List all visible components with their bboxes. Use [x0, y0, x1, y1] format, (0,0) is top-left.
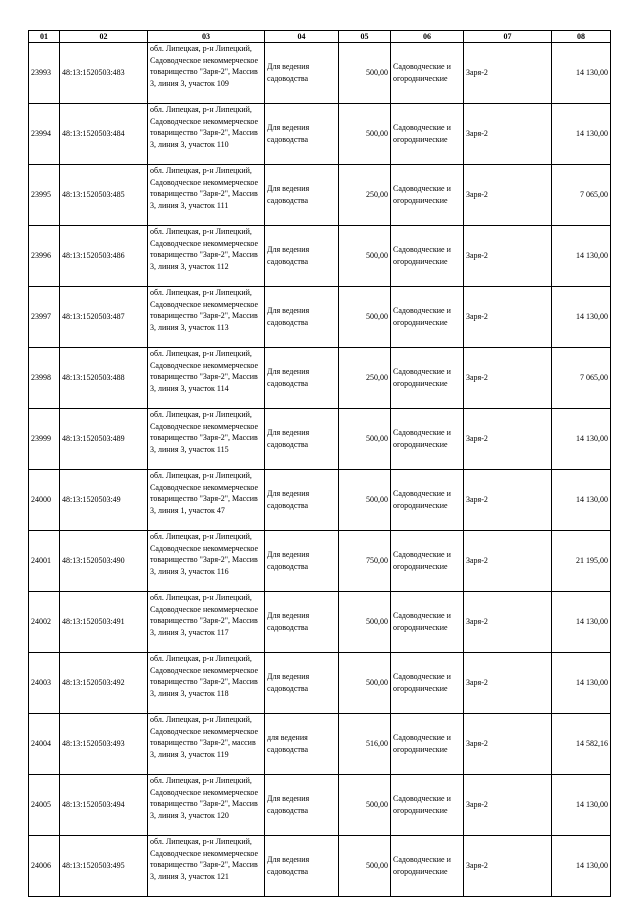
value-cell: 14 130,00: [552, 226, 611, 287]
land-plots-table: [28, 30, 611, 897]
name-cell: Заря-2: [464, 104, 552, 165]
table-row: [29, 531, 611, 592]
table-row: [29, 409, 611, 470]
area-cell: 500,00: [339, 104, 391, 165]
cadastral-number-cell: 48:13:1520503:487: [60, 287, 148, 348]
category-cell: Садоводческие и огороднические: [391, 714, 464, 775]
address-text: обл. Липецкая, р-н Липецкий, Садоводческое некоммерческое товарищество "Заря-2", массив 3, линия 3, участок 119: [150, 715, 259, 759]
category-cell: Садоводческие и огороднические: [391, 104, 464, 165]
category-cell: Садоводческие и огороднические: [391, 775, 464, 836]
cadastral-number-cell: 48:13:1520503:485: [60, 165, 148, 226]
address-cell: [148, 836, 265, 897]
address-text: обл. Липецкая, р-н Липецкий, Садоводческое некоммерческое товарищество "Заря-2", Массив 3, линия 3, участок 116: [150, 532, 259, 576]
area-cell: 500,00: [339, 836, 391, 897]
name-cell: Заря-2: [464, 775, 552, 836]
permitted-use-cell: Для ведения садоводства: [265, 409, 339, 470]
table-row: [29, 653, 611, 714]
area-cell: 500,00: [339, 287, 391, 348]
name-cell: Заря-2: [464, 409, 552, 470]
address-text: обл. Липецкая, р-н Липецкий, Садоводческое некоммерческое товарищество "Заря-2", Массив 3, линия 3, участок 118: [150, 654, 259, 698]
cadastral-number-cell: 48:13:1520503:49: [60, 470, 148, 531]
category-cell: Садоводческие и огороднические: [391, 836, 464, 897]
column-header: 01: [29, 31, 60, 43]
area-cell: 516,00: [339, 714, 391, 775]
cadastral-number-cell: 48:13:1520503:493: [60, 714, 148, 775]
permitted-use-cell: для ведения садоводства: [265, 714, 339, 775]
name-cell: Заря-2: [464, 836, 552, 897]
value-cell: 7 065,00: [552, 165, 611, 226]
row-number-cell: 23998: [29, 348, 60, 409]
table-row: [29, 470, 611, 531]
header-row: [29, 31, 611, 43]
address-cell: [148, 592, 265, 653]
table-row: [29, 348, 611, 409]
address-cell: [148, 531, 265, 592]
row-number-cell: 23995: [29, 165, 60, 226]
row-number-cell: 23994: [29, 104, 60, 165]
cadastral-number-cell: 48:13:1520503:489: [60, 409, 148, 470]
permitted-use-cell: Для ведения садоводства: [265, 531, 339, 592]
table-row: [29, 287, 611, 348]
address-cell: [148, 653, 265, 714]
area-cell: 750,00: [339, 531, 391, 592]
row-number-cell: 24002: [29, 592, 60, 653]
cadastral-number-cell: 48:13:1520503:492: [60, 653, 148, 714]
name-cell: Заря-2: [464, 226, 552, 287]
category-cell: Садоводческие и огороднические: [391, 470, 464, 531]
permitted-use-cell: Для ведения садоводства: [265, 43, 339, 104]
row-number-cell: 23996: [29, 226, 60, 287]
name-cell: Заря-2: [464, 165, 552, 226]
value-cell: 14 130,00: [552, 43, 611, 104]
address-text: обл. Липецкая, р-н Липецкий, Садоводческое некоммерческое товарищество "Заря-2", Массив 3, линия 3, участок 110: [150, 105, 259, 149]
permitted-use-cell: Для ведения садоводства: [265, 653, 339, 714]
cadastral-number-cell: 48:13:1520503:488: [60, 348, 148, 409]
name-cell: Заря-2: [464, 653, 552, 714]
cadastral-number-cell: 48:13:1520503:494: [60, 775, 148, 836]
column-header: 06: [391, 31, 464, 43]
area-cell: 500,00: [339, 653, 391, 714]
permitted-use-cell: Для ведения садоводства: [265, 165, 339, 226]
row-number-cell: 24000: [29, 470, 60, 531]
address-text: обл. Липецкая, р-н Липецкий, Садоводческое некоммерческое товарищество "Заря-2", Массив 3, линия 3, участок 111: [150, 166, 259, 210]
value-cell: 14 130,00: [552, 653, 611, 714]
row-number-cell: 24005: [29, 775, 60, 836]
address-cell: [148, 165, 265, 226]
permitted-use-cell: Для ведения садоводства: [265, 226, 339, 287]
permitted-use-cell: Для ведения садоводства: [265, 592, 339, 653]
registry-sheet: [28, 30, 610, 897]
name-cell: Заря-2: [464, 43, 552, 104]
address-text: обл. Липецкая, р-н Липецкий, Садоводческое некоммерческое товарищество "Заря-2", Массив 3, линия 1, участок 47: [150, 471, 259, 515]
name-cell: Заря-2: [464, 592, 552, 653]
table-row: [29, 836, 611, 897]
value-cell: 14 582,16: [552, 714, 611, 775]
row-number-cell: 23997: [29, 287, 60, 348]
value-cell: 14 130,00: [552, 592, 611, 653]
address-text: обл. Липецкая, р-н Липецкий, Садоводческое некоммерческое товарищество "Заря-2", Массив 3, линия 3, участок 120: [150, 776, 259, 820]
permitted-use-cell: Для ведения садоводства: [265, 836, 339, 897]
address-cell: [148, 287, 265, 348]
address-cell: [148, 43, 265, 104]
row-number-cell: 24001: [29, 531, 60, 592]
column-header: 07: [464, 31, 552, 43]
category-cell: Садоводческие и огороднические: [391, 653, 464, 714]
category-cell: Садоводческие и огороднические: [391, 287, 464, 348]
table-row: [29, 592, 611, 653]
category-cell: Садоводческие и огороднические: [391, 409, 464, 470]
area-cell: 500,00: [339, 470, 391, 531]
address-text: обл. Липецкая, р-н Липецкий, Садоводческое некоммерческое товарищество "Заря-2", Массив 3, линия 3, участок 121: [150, 837, 259, 881]
table-row: [29, 775, 611, 836]
permitted-use-cell: Для ведения садоводства: [265, 470, 339, 531]
cadastral-number-cell: 48:13:1520503:495: [60, 836, 148, 897]
address-text: обл. Липецкая, р-н Липецкий, Садоводческое некоммерческое товарищество "Заря-2", Массив 3, линия 3, участок 115: [150, 410, 259, 454]
cadastral-number-cell: 48:13:1520503:483: [60, 43, 148, 104]
permitted-use-cell: Для ведения садоводства: [265, 775, 339, 836]
column-header: 03: [148, 31, 265, 43]
row-number-cell: 24003: [29, 653, 60, 714]
value-cell: 21 195,00: [552, 531, 611, 592]
area-cell: 250,00: [339, 348, 391, 409]
row-number-cell: 23999: [29, 409, 60, 470]
address-cell: [148, 470, 265, 531]
address-cell: [148, 409, 265, 470]
address-text: обл. Липецкая, р-н Липецкий, Садоводческое некоммерческое товарищество "Заря-2", Массив 3, линия 3, участок 112: [150, 227, 259, 271]
address-cell: [148, 775, 265, 836]
table-row: [29, 165, 611, 226]
area-cell: 500,00: [339, 592, 391, 653]
address-text: обл. Липецкая, р-н Липецкий, Садоводческое некоммерческое товарищество "Заря-2", Массив 3, линия 3, участок 113: [150, 288, 259, 332]
value-cell: 14 130,00: [552, 836, 611, 897]
address-text: обл. Липецкая, р-н Липецкий, Садоводческое некоммерческое товарищество "Заря-2", Массив 3, линия 3, участок 109: [150, 44, 259, 88]
row-number-cell: 23993: [29, 43, 60, 104]
address-cell: [148, 226, 265, 287]
value-cell: 14 130,00: [552, 287, 611, 348]
value-cell: 14 130,00: [552, 409, 611, 470]
value-cell: 14 130,00: [552, 104, 611, 165]
cadastral-number-cell: 48:13:1520503:484: [60, 104, 148, 165]
column-header: 04: [265, 31, 339, 43]
name-cell: Заря-2: [464, 531, 552, 592]
area-cell: 500,00: [339, 775, 391, 836]
address-cell: [148, 348, 265, 409]
row-number-cell: 24004: [29, 714, 60, 775]
category-cell: Садоводческие и огороднические: [391, 592, 464, 653]
address-text: обл. Липецкая, р-н Липецкий, Садоводческое некоммерческое товарищество "Заря-2", Массив 3, линия 3, участок 114: [150, 349, 259, 393]
column-header: 05: [339, 31, 391, 43]
value-cell: 14 130,00: [552, 775, 611, 836]
area-cell: 250,00: [339, 165, 391, 226]
area-cell: 500,00: [339, 226, 391, 287]
category-cell: Садоводческие и огороднические: [391, 43, 464, 104]
value-cell: 14 130,00: [552, 470, 611, 531]
column-header: 08: [552, 31, 611, 43]
cadastral-number-cell: 48:13:1520503:486: [60, 226, 148, 287]
name-cell: Заря-2: [464, 470, 552, 531]
column-header: 02: [60, 31, 148, 43]
category-cell: Садоводческие и огороднические: [391, 226, 464, 287]
permitted-use-cell: Для ведения садоводства: [265, 287, 339, 348]
permitted-use-cell: Для ведения садоводства: [265, 104, 339, 165]
category-cell: Садоводческие и огороднические: [391, 531, 464, 592]
address-cell: [148, 714, 265, 775]
table-row: [29, 714, 611, 775]
table-row: [29, 43, 611, 104]
table-row: [29, 104, 611, 165]
name-cell: Заря-2: [464, 287, 552, 348]
area-cell: 500,00: [339, 409, 391, 470]
name-cell: Заря-2: [464, 348, 552, 409]
permitted-use-cell: Для ведения садоводства: [265, 348, 339, 409]
address-cell: [148, 104, 265, 165]
row-number-cell: 24006: [29, 836, 60, 897]
name-cell: Заря-2: [464, 714, 552, 775]
value-cell: 7 065,00: [552, 348, 611, 409]
cadastral-number-cell: 48:13:1520503:491: [60, 592, 148, 653]
table-row: [29, 226, 611, 287]
category-cell: Садоводческие и огороднические: [391, 348, 464, 409]
cadastral-number-cell: 48:13:1520503:490: [60, 531, 148, 592]
area-cell: 500,00: [339, 43, 391, 104]
address-text: обл. Липецкая, р-н Липецкий, Садоводческое некоммерческое товарищество "Заря-2", Массив 3, линия 3, участок 117: [150, 593, 259, 637]
category-cell: Садоводческие и огороднические: [391, 165, 464, 226]
